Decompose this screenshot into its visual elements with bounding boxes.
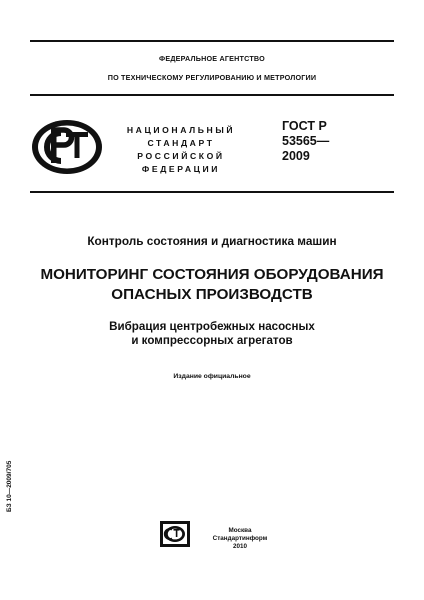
- document-title: [0, 265, 424, 305]
- document-title-line-2: ОПАСНЫХ ПРОИЗВОДСТВ: [111, 286, 313, 303]
- edition-label: Издание официальное: [173, 373, 251, 380]
- document-part-title: [0, 320, 424, 348]
- standard-code-line-3: 2009: [282, 149, 310, 163]
- publisher-info: [210, 527, 270, 550]
- national-standard-line-2: СТАНДАРТ: [147, 138, 215, 148]
- side-code: БЗ 10—2009/705: [6, 460, 13, 512]
- agency-line-1: ФЕДЕРАЛЬНОЕ АГЕНТСТВО: [159, 54, 265, 63]
- national-standard-line-1: НАЦИОНАЛЬНЫЙ: [126, 125, 236, 135]
- document-part-title-line-1: Вибрация центробежных насосных: [109, 320, 315, 333]
- standard-code-line-2: 53565—: [282, 134, 330, 148]
- national-standard-line-4: ФЕДЕРАЦИИ: [141, 164, 221, 174]
- document-title-line-1: МОНИТОРИНГ СОСТОЯНИЯ ОБОРУДОВАНИЯ: [40, 266, 384, 283]
- gost-r-logo-icon: [30, 118, 104, 176]
- publisher-name: Стандартинформ: [212, 534, 268, 542]
- national-standard-label: [116, 124, 246, 176]
- document-subtitle: Контроль состояния и диагностика машин: [87, 234, 337, 248]
- top-rule: [30, 40, 394, 42]
- publisher-city: Москва: [228, 527, 252, 534]
- header-rule: [30, 94, 394, 96]
- publisher-year: 2010: [232, 542, 247, 550]
- publisher-logo-icon: [160, 521, 190, 547]
- middle-rule: [30, 191, 394, 193]
- document-part-title-line-2: и компрессорных агрегатов: [131, 334, 293, 347]
- agency-line-2: ПО ТЕХНИЧЕСКОМУ РЕГУЛИРОВАНИЮ И МЕТРОЛОГИИ: [107, 73, 317, 82]
- standard-code: [282, 119, 329, 164]
- national-standard-line-3: РОССИЙСКОЙ: [137, 151, 225, 161]
- standard-code-line-1: ГОСТ Р: [282, 119, 327, 133]
